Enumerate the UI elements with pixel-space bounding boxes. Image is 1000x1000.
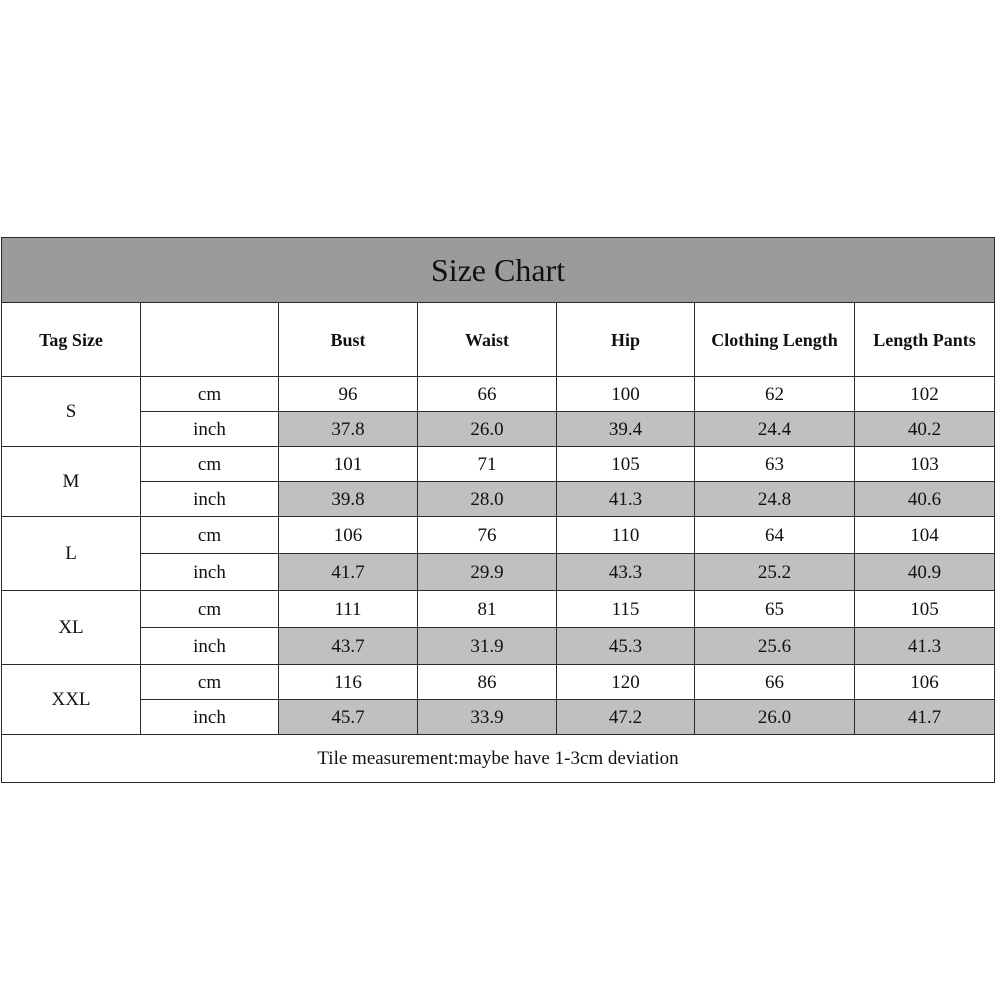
hip-cell: 115	[557, 591, 695, 628]
clothing-length-cell: 25.2	[695, 554, 855, 591]
title-row	[2, 238, 995, 303]
unit-cell: cm	[141, 665, 279, 700]
unit-cell: cm	[141, 591, 279, 628]
measurement-note: Tile measurement:maybe have 1-3cm deviation	[2, 735, 995, 783]
tag-size-cell: S	[2, 377, 141, 447]
waist-cell: 26.0	[418, 412, 557, 447]
table-row	[2, 517, 995, 554]
unit-cell: inch	[141, 628, 279, 665]
footer-row	[2, 735, 995, 783]
clothing-length-cell: 24.8	[695, 482, 855, 517]
waist-cell: 76	[418, 517, 557, 554]
table-row	[2, 700, 995, 735]
length-pants-cell: 41.3	[855, 628, 995, 665]
bust-cell: 116	[279, 665, 418, 700]
bust-cell: 43.7	[279, 628, 418, 665]
clothing-length-cell: 64	[695, 517, 855, 554]
bust-cell: 111	[279, 591, 418, 628]
unit-cell: cm	[141, 447, 279, 482]
header-unit	[141, 303, 279, 377]
hip-cell: 105	[557, 447, 695, 482]
header-tag-size: Tag Size	[2, 303, 141, 377]
length-pants-cell: 40.6	[855, 482, 995, 517]
header-waist: Waist	[418, 303, 557, 377]
chart-title: Size Chart	[2, 238, 995, 303]
table-row	[2, 628, 995, 665]
clothing-length-cell: 26.0	[695, 700, 855, 735]
bust-cell: 41.7	[279, 554, 418, 591]
table-row	[2, 665, 995, 700]
length-pants-cell: 104	[855, 517, 995, 554]
header-hip: Hip	[557, 303, 695, 377]
unit-cell: inch	[141, 700, 279, 735]
hip-cell: 43.3	[557, 554, 695, 591]
hip-cell: 100	[557, 377, 695, 412]
length-pants-cell: 103	[855, 447, 995, 482]
bust-cell: 106	[279, 517, 418, 554]
hip-cell: 39.4	[557, 412, 695, 447]
unit-cell: inch	[141, 412, 279, 447]
waist-cell: 33.9	[418, 700, 557, 735]
clothing-length-cell: 63	[695, 447, 855, 482]
bust-cell: 101	[279, 447, 418, 482]
waist-cell: 31.9	[418, 628, 557, 665]
clothing-length-cell: 62	[695, 377, 855, 412]
bust-cell: 45.7	[279, 700, 418, 735]
bust-cell: 39.8	[279, 482, 418, 517]
waist-cell: 66	[418, 377, 557, 412]
unit-cell: cm	[141, 377, 279, 412]
size-chart-table	[1, 237, 995, 783]
length-pants-cell: 40.2	[855, 412, 995, 447]
clothing-length-cell: 24.4	[695, 412, 855, 447]
waist-cell: 86	[418, 665, 557, 700]
table-row	[2, 554, 995, 591]
header-length-pants: Length Pants	[855, 303, 995, 377]
length-pants-cell: 105	[855, 591, 995, 628]
tag-size-cell: XL	[2, 591, 141, 665]
table-row	[2, 482, 995, 517]
hip-cell: 47.2	[557, 700, 695, 735]
table-row	[2, 377, 995, 412]
tag-size-cell: L	[2, 517, 141, 591]
clothing-length-cell: 25.6	[695, 628, 855, 665]
waist-cell: 29.9	[418, 554, 557, 591]
clothing-length-cell: 66	[695, 665, 855, 700]
unit-cell: inch	[141, 554, 279, 591]
clothing-length-cell: 65	[695, 591, 855, 628]
length-pants-cell: 102	[855, 377, 995, 412]
table-row	[2, 591, 995, 628]
waist-cell: 81	[418, 591, 557, 628]
length-pants-cell: 41.7	[855, 700, 995, 735]
unit-cell: inch	[141, 482, 279, 517]
length-pants-cell: 40.9	[855, 554, 995, 591]
table-row	[2, 447, 995, 482]
hip-cell: 41.3	[557, 482, 695, 517]
table-row	[2, 412, 995, 447]
header-clothing-length: Clothing Length	[695, 303, 855, 377]
waist-cell: 71	[418, 447, 557, 482]
tag-size-cell: M	[2, 447, 141, 517]
unit-cell: cm	[141, 517, 279, 554]
tag-size-cell: XXL	[2, 665, 141, 735]
hip-cell: 45.3	[557, 628, 695, 665]
header-bust: Bust	[279, 303, 418, 377]
hip-cell: 120	[557, 665, 695, 700]
bust-cell: 37.8	[279, 412, 418, 447]
length-pants-cell: 106	[855, 665, 995, 700]
hip-cell: 110	[557, 517, 695, 554]
bust-cell: 96	[279, 377, 418, 412]
header-row	[2, 303, 995, 377]
waist-cell: 28.0	[418, 482, 557, 517]
